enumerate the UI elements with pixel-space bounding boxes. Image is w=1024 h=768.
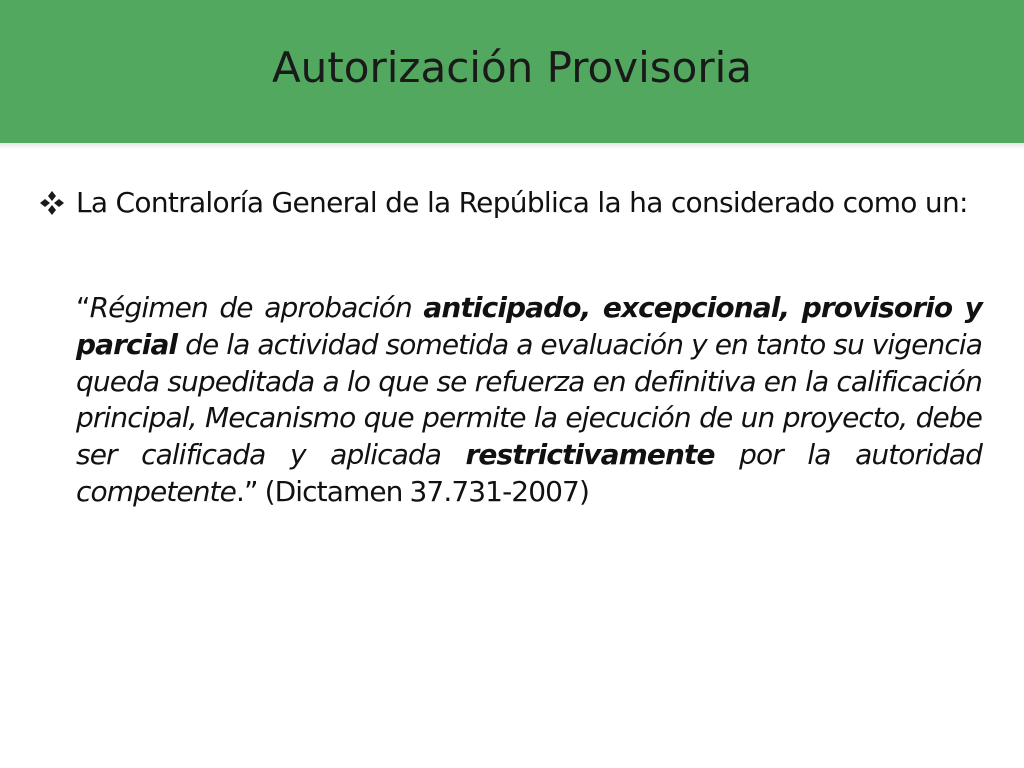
quote-close-mark: .” <box>235 474 265 508</box>
quote-bold-1: anticipado, excepcional, provisorio y parcial <box>76 291 982 361</box>
title-bar-shadow <box>0 143 1024 149</box>
slide-title: Autorización Provisoria <box>271 43 753 92</box>
quote-text-2: de la actividad sometida a evaluación y en tanto su vigencia queda supeditada a lo que se refuerza en definitiva en la calificación principal, Mecanismo que permite la ejecución de un proyecto, debe ser calificada y aplicada <box>76 327 982 472</box>
quote-block <box>76 290 982 511</box>
diamond-bullet-icon <box>38 189 66 217</box>
bullet-text: La Contraloría General de la República la ha considerado como un: <box>76 186 968 219</box>
quote-bold-2: restrictivamente <box>465 438 715 472</box>
quote-open-mark: “ <box>76 291 90 324</box>
quote-text-3: por la autoridad competente <box>76 438 982 508</box>
quote-citation: (Dictamen 37.731-2007) <box>264 474 589 508</box>
bullet-item <box>38 185 988 221</box>
quote-text-1: Régimen de aprobación <box>89 291 424 324</box>
